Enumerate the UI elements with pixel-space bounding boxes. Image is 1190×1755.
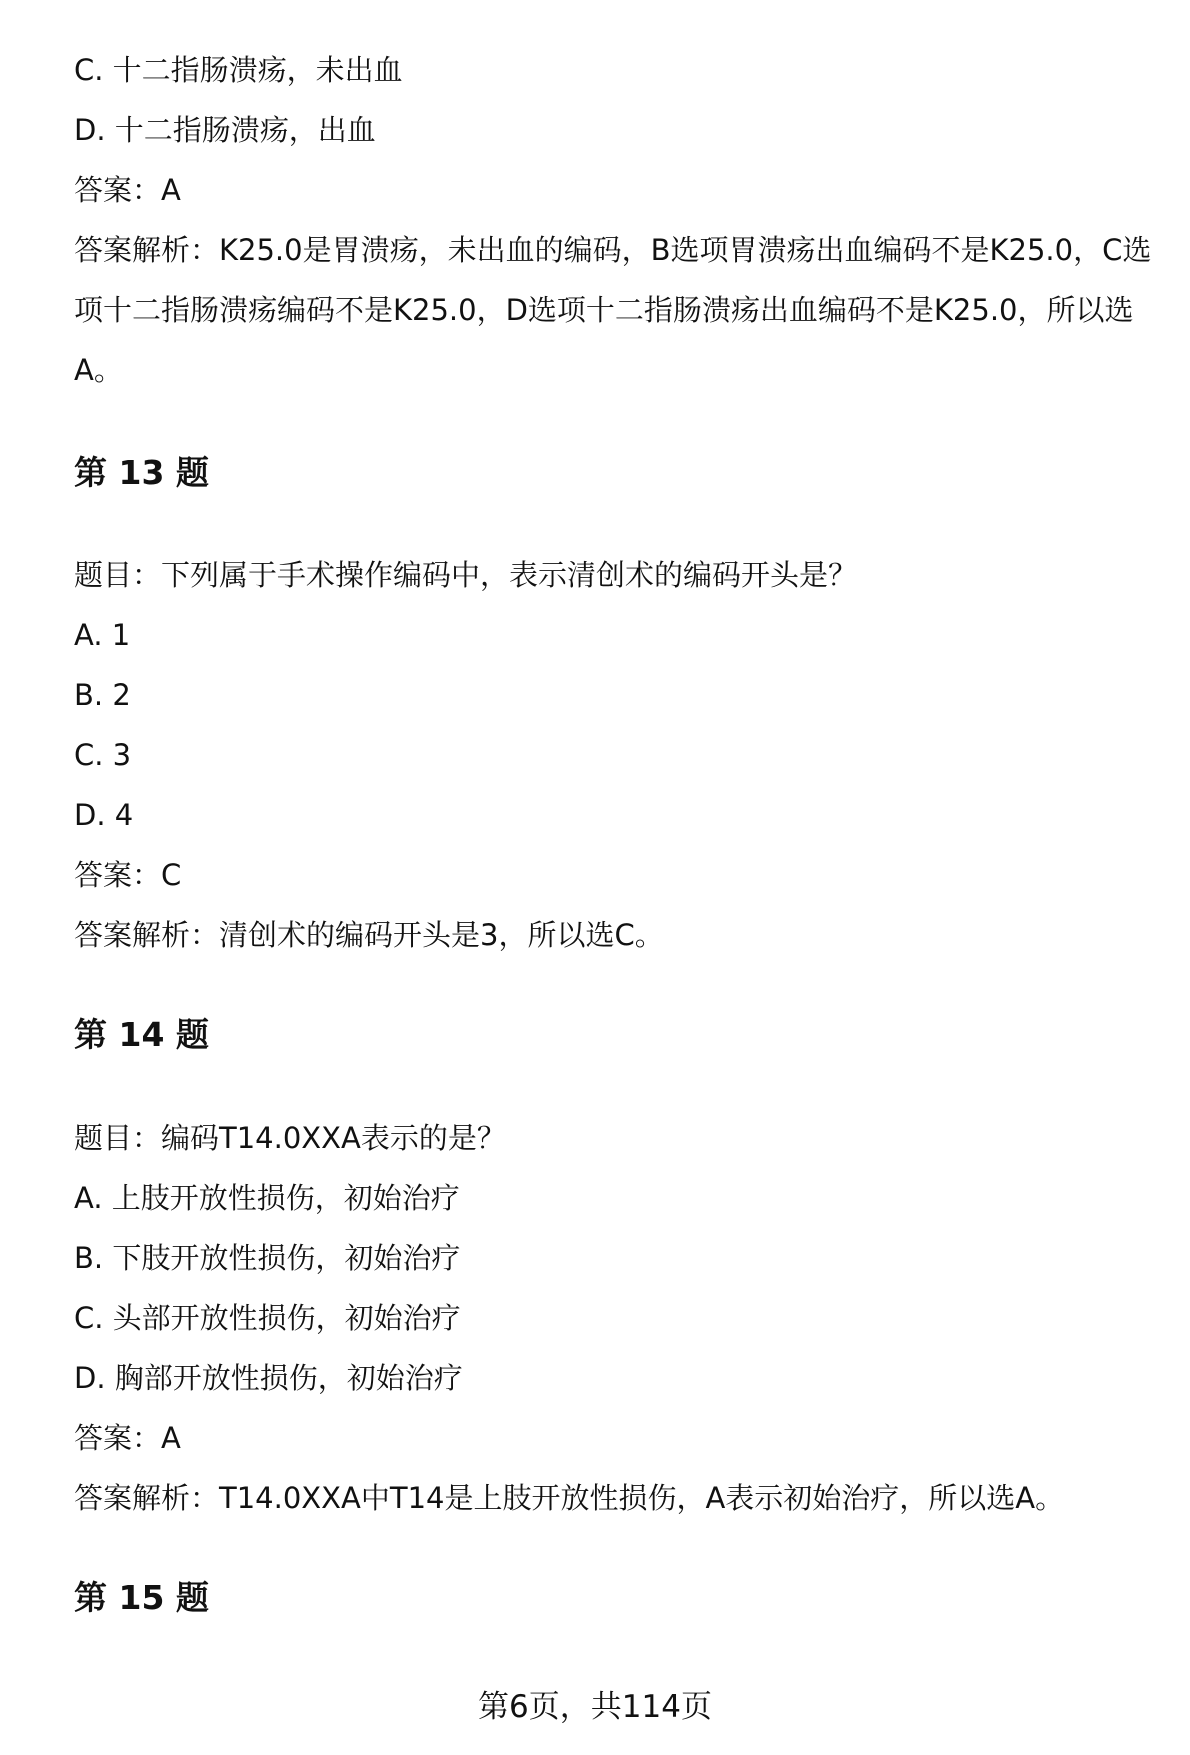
q12-option-c: C. 十二指肠溃疡，未出血 (74, 53, 403, 87)
q13-answer: 答案：C (74, 858, 182, 892)
q13-option-c: C. 3 (74, 738, 132, 772)
q14-explanation: 答案解析：T14.0XXA中T14是上肢开放性损伤，A表示初始治疗，所以选A。 (74, 1481, 1065, 1515)
q12-option-d: D. 十二指肠溃疡，出血 (74, 113, 376, 147)
q14-option-a: A. 上肢开放性损伤，初始治疗 (74, 1181, 460, 1215)
q14-answer: 答案：A (74, 1421, 181, 1455)
q14-option-b: B. 下肢开放性损伤，初始治疗 (74, 1241, 461, 1275)
q13-question: 题目：下列属于手术操作编码中，表示清创术的编码开头是？ (74, 558, 858, 592)
q14-option-c: C. 头部开放性损伤，初始治疗 (74, 1301, 461, 1335)
q13-option-a: A. 1 (74, 618, 131, 652)
q13-heading: 第 13 题 (74, 453, 209, 492)
q12-explanation: 答案解析：K25.0是胃溃疡，未出血的编码，B选项胃溃疡出血编码不是K25.0，C选项十二指肠溃疡编码不是K25.0，D选项十二指肠溃疡出血编码不是K25.0，所以选A。 (74, 233, 1152, 387)
q13-option-b: B. 2 (74, 678, 131, 712)
q13-explanation: 答案解析：清创术的编码开头是3，所以选C。 (74, 918, 664, 952)
page-number-footer: 第6页，共114页 (478, 1689, 712, 1725)
q15-heading: 第 15 题 (74, 1578, 209, 1617)
q14-heading: 第 14 题 (74, 1015, 209, 1054)
q13-option-d: D. 4 (74, 798, 134, 832)
q12-answer: 答案：A (74, 173, 181, 207)
q14-question: 题目：编码T14.0XXA表示的是？ (74, 1121, 506, 1155)
q14-option-d: D. 胸部开放性损伤，初始治疗 (74, 1361, 463, 1395)
